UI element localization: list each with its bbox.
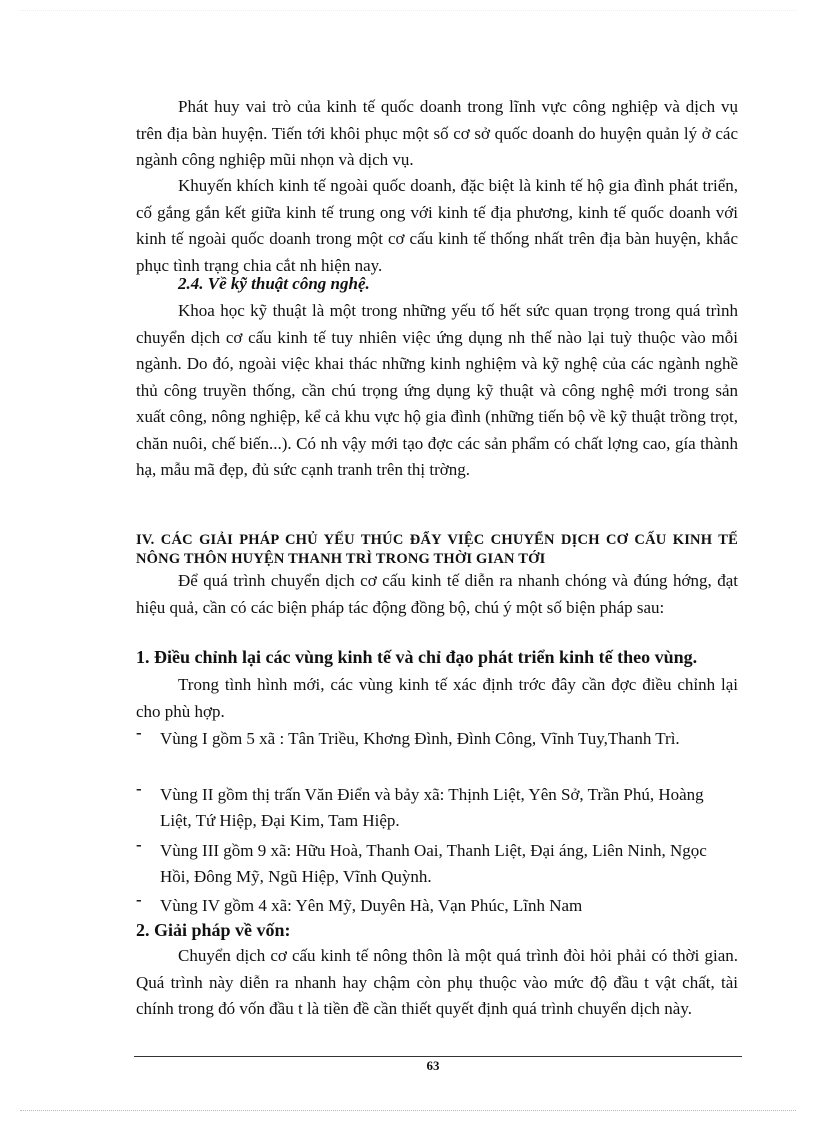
heading-2-capital: 2. Giải pháp về vốn:: [136, 920, 291, 940]
list-item-text: Vùng II gồm thị trấn Văn Điển và bảy xã: Thịnh Liệt, Yên Sở, Trần Phú, Hoàng Liệt, Tứ Hiệp, Đại Kim, Tam Hiệp.: [160, 785, 704, 830]
bullet-dash: -: [136, 723, 142, 742]
paragraph-solutions-intro: Để quá trình chuyển dịch cơ cấu kinh tế diễn ra nhanh chóng và đúng hớng, đạt hiệu quả, cần có các biện pháp tác động đồng bộ, chú ý một số biện pháp sau:: [136, 571, 738, 617]
bullet-dash: -: [136, 835, 142, 854]
list-item-region-3: [136, 835, 738, 890]
page-number: 63: [426, 1058, 440, 1073]
list-item-region-4: [136, 890, 738, 919]
list-item-text: Vùng III gồm 9 xã: Hữu Hoà, Thanh Oai, Thanh Liệt, Đại áng, Liên Ninh, Ngọc Hồi, Đông Mỹ, Ngũ Hiệp, Vĩnh Quỳnh.: [160, 841, 707, 886]
list-item-text: Vùng IV gồm 4 xã: Yên Mỹ, Duyên Hà, Vạn Phúc, Lĩnh Nam: [160, 896, 583, 915]
heading-2-4-technology: 2.4. Về kỹ thuật công nghệ.: [178, 274, 370, 293]
list-item-region-2: [136, 779, 738, 834]
bottom-border: [20, 1110, 796, 1111]
paragraph-capital: Chuyển dịch cơ cấu kinh tế nông thôn là một quá trình đòi hỏi phải có thời gian. Quá trình này diễn ra nhanh hay chậm còn phụ thuộc vào mức độ đầu t vật chất, tài chính trong đó vốn đầu t là tiền đề cần thiết quyết định quá trình chuyển dịch này.: [136, 946, 738, 1018]
list-item-region-1: [136, 723, 738, 752]
paragraph-state-economy: Phát huy vai trò của kinh tế quốc doanh trong lĩnh vực công nghiệp và dịch vụ trên địa bàn huyện. Tiến tới khôi phục một số cơ sở quốc doanh do huyện quản lý ở các ngành công nghiệp mũi nhọn và dịch vụ.: [136, 97, 738, 169]
section-iv-title: IV. CÁC GIẢI PHÁP CHỦ YẾU THÚC ĐẨY VIỆC CHUYỂN DỊCH CƠ CẤU KINH TẾ NÔNG THÔN HUYỆN THANH TRÌ TRONG THỜI GIAN TỚI: [136, 532, 738, 567]
paragraph-new-situation: Trong tình hình mới, các vùng kinh tế xác định trớc đây cần đợc điều chỉnh lại cho phù hợp.: [136, 675, 738, 721]
list-item-text: Vùng I gồm 5 xã : Tân Triều, Khơng Đình, Đình Công, Vĩnh Tuy,Thanh Trì.: [160, 729, 680, 748]
heading-1-adjust-regions: 1. Điều chỉnh lại các vùng kinh tế và chỉ đạo phát triển kinh tế theo vùng.: [136, 647, 698, 667]
top-border: [20, 10, 796, 11]
footer-divider: [134, 1056, 742, 1057]
paragraph-non-state-economy: Khuyến khích kinh tế ngoài quốc doanh, đặc biệt là kinh tế hộ gia đình phát triển, cố gắng gắn kết giữa kinh tế trung ong với kinh tế địa phương, kinh tế quốc doanh với kinh tế ngoài quốc doanh trong một cơ cấu kinh tế thống nhất trên địa bàn huyện, khắc phục tình trạng chia cắt nh hiện nay.: [136, 176, 738, 275]
paragraph-science-technology: Khoa học kỹ thuật là một trong những yếu tố hết sức quan trọng trong quá trình chuyển dịch cơ cấu kinh tế tuy nhiên việc ứng dụng nh thế nào lại tuỳ thuộc vào mỗi ngành. Do đó, ngoài việc khai thác những kinh nghiệm và kỹ nghệ của các ngành nghề thủ công truyền thống, cần chú trọng ứng dụng kỹ thuật và công nghệ mới trong sản xuất công, nông nghiệp, kể cả khu vực hộ gia đình (những tiến bộ về kỹ thuật trồng trọt, chăn nuôi, chế biến...). Có nh vậy mới tạo đợc các sản phẩm có chất lợng cao, gía thành hạ, mẫu mã đẹp, đủ sức cạnh tranh trên thị trờng.: [136, 301, 738, 479]
bullet-dash: -: [136, 890, 142, 909]
bullet-dash: -: [136, 779, 142, 798]
